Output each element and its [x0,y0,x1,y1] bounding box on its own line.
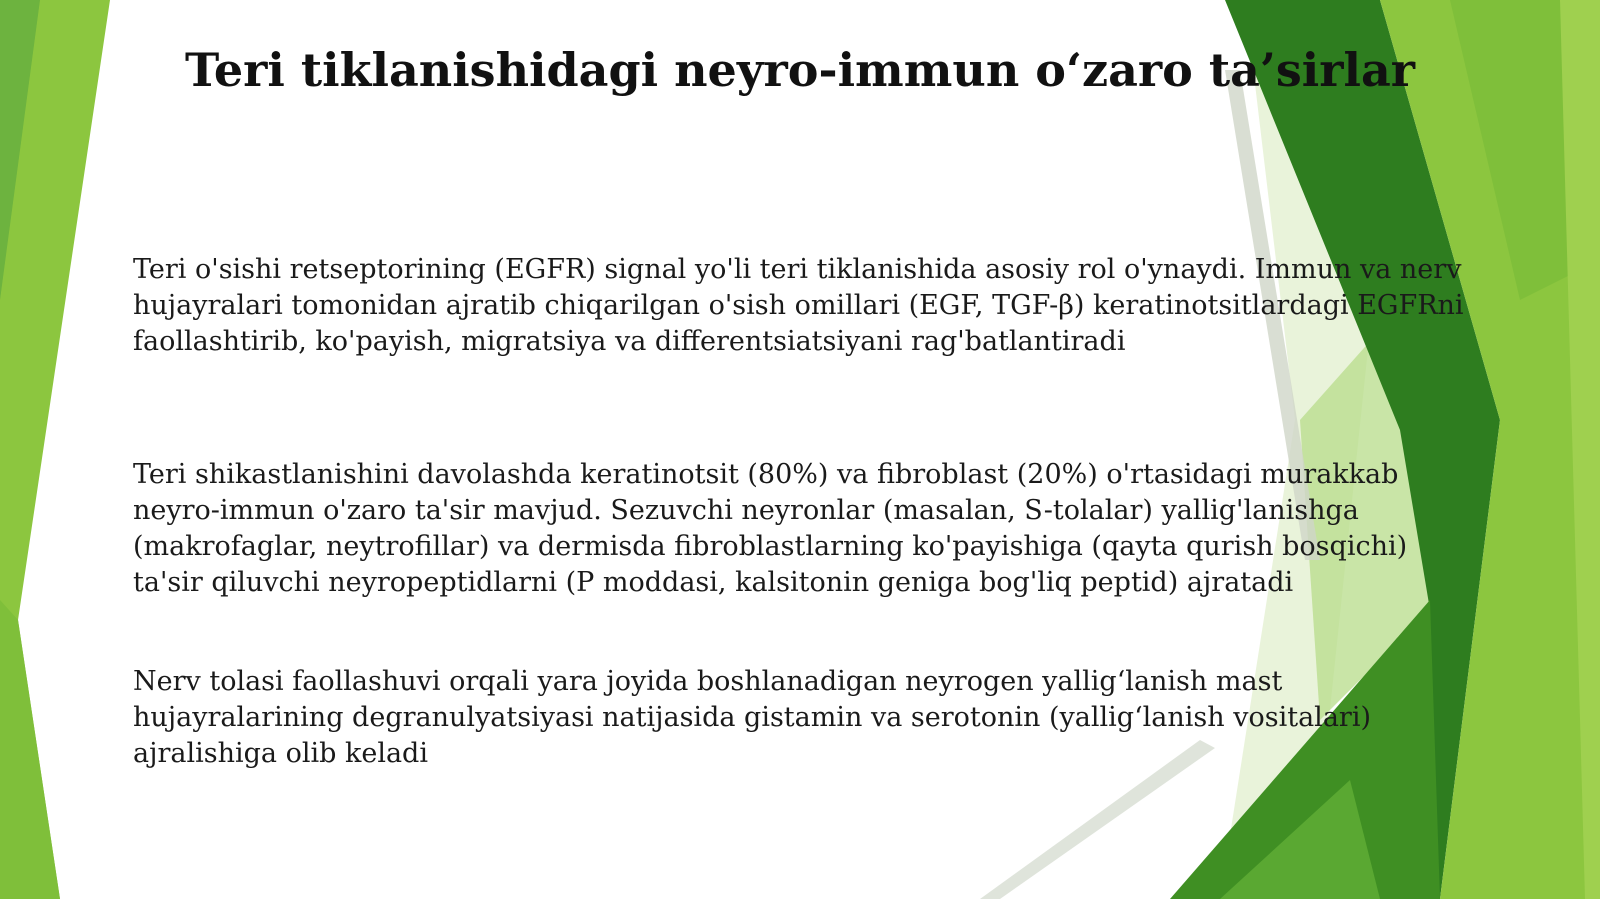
paragraph-neurogenic-inflammation: Nerv tolasi faollashuvi orqali yara joyida boshlanadigan neyrogen yallig‘lanish mast hujayralarining degranulyatsiyasi natijasida gistamin va serotonin (yallig‘lanish vositalari) ajralishiga olib keladi [133,666,1371,769]
paragraph-egfr: Teri o'sishi retseptorining (EGFR) signal yo'li teri tiklanishida asosiy rol o'ynaydi. Immun va nerv hujayralari tomonidan ajratib chiqarilgan o'sish omillari (EGF, TGF-β) keratinotsitlardagi EGFRni faollashtirib, ko'payish, migratsiya va differentsiatsiyani rag'batlantiradi [133,254,1464,357]
paragraph-neuro-immune: Teri shikastlanishini davolashda keratinotsit (80%) va fibroblast (20%) o'rtasidagi murakkab neyro-immun o'zaro ta'sir mavjud. Sezuvchi neyronlar (masalan, S-tolalar) yallig'lanishga (makrofaglar, neytrofillar) va dermisda fibroblastlarning ko'payishiga (qayta qurish bosqichi) ta'sir qiluvchi neyropeptidlarni (P moddasi, kalsitonin geniga bog'liq peptid) ajratadi [133,459,1408,598]
slide-title: Teri tiklanishidagi neyro-immun o‘zaro ta’sirlar [184,43,1416,97]
left-facet-bottom [0,600,60,899]
